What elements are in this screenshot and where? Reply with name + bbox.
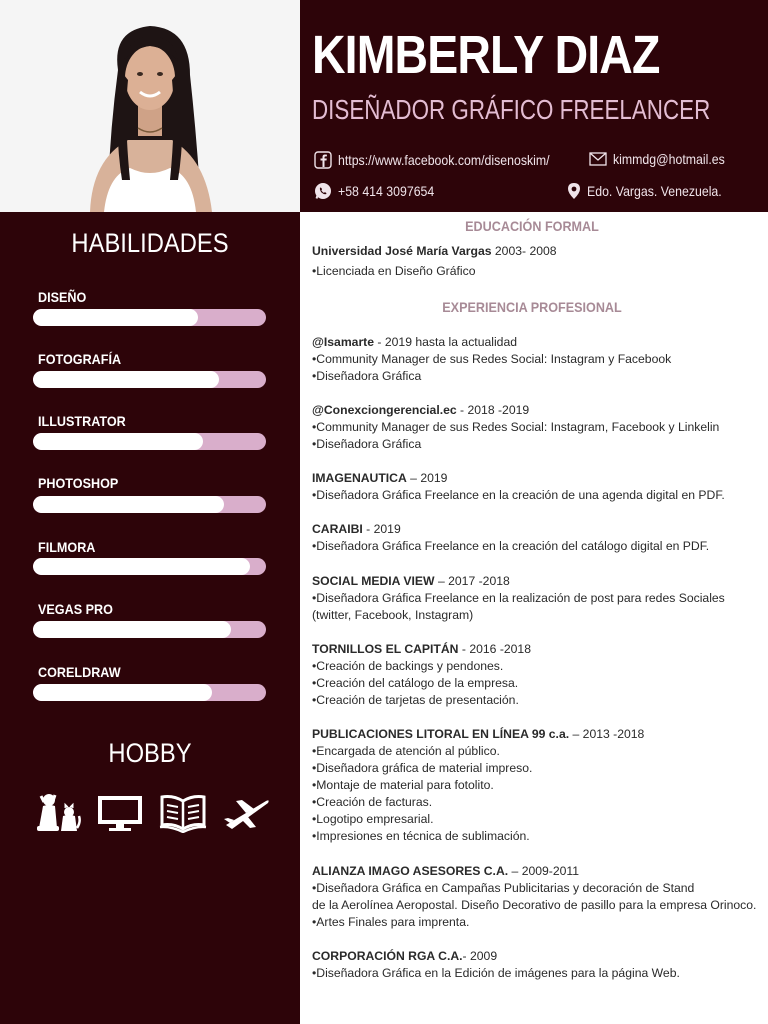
profile-photo — [0, 0, 300, 212]
education-heading: EDUCACIÓN FORMAL — [465, 218, 599, 234]
entry-org: Universidad José María Vargas — [312, 244, 492, 258]
skill-label: ILLUSTRATOR — [38, 413, 126, 429]
entry-org: @Isamarte — [312, 335, 375, 349]
entry-dates: - 2009 — [462, 949, 498, 963]
entry-org: IMAGENAUTICA — [312, 471, 407, 485]
entry-line: •Diseñadora Gráfica en la Edición de imágenes para la página Web. — [312, 966, 680, 980]
sidebar — [0, 212, 300, 1024]
entry-dates: - 2018 -2019 — [456, 403, 530, 417]
entry-line: •Diseñadora Gráfica en Campañas Publicitarias y decoración de Stand — [312, 881, 695, 895]
map-pin-icon — [567, 182, 581, 200]
phone-number: +58 414 3097654 — [338, 183, 435, 199]
skill-label: CORELDRAW — [38, 664, 121, 680]
experience-entry — [312, 948, 752, 982]
skill-bar — [33, 371, 266, 388]
entry-line: •Diseñadora Gráfica — [312, 437, 422, 451]
skill-fill — [33, 371, 219, 388]
airplane-icon — [222, 795, 270, 831]
education-entry — [312, 243, 752, 280]
entry-dates: – 2019 — [406, 471, 448, 485]
entry-dates: 2003- 2008 — [491, 244, 557, 258]
skill-bar — [33, 309, 266, 326]
entry-org: ALIANZA IMAGO ASESORES C.A. — [312, 864, 509, 878]
entry-line: •Diseñadora gráfica de material impreso. — [312, 761, 533, 775]
hobby-icons — [35, 788, 270, 838]
entry-line: •Diseñadora Gráfica — [312, 369, 422, 383]
skill-bar — [33, 684, 266, 701]
entry-line: •Diseñadora Gráfica Freelance en la creación del catálogo digital en PDF. — [312, 539, 710, 553]
entry-line: •Artes Finales para imprenta. — [312, 915, 470, 929]
pets-icon — [35, 792, 81, 834]
job-title: DISEÑADOR GRÁFICO FREELANCER — [312, 94, 711, 125]
skill-fill — [33, 496, 224, 513]
phone-contact[interactable] — [314, 182, 447, 200]
entry-dates: – 2017 -2018 — [434, 574, 510, 588]
entry-org: TORNILLOS EL CAPITÁN — [312, 642, 459, 656]
entry-line: •Creación de tarjetas de presentación. — [312, 693, 519, 707]
portrait-illustration — [0, 0, 300, 212]
experience-entry — [312, 573, 752, 624]
skill-fill — [33, 621, 231, 638]
skill-label: FOTOGRAFÍA — [38, 351, 122, 367]
entry-line: •Community Manager de sus Redes Social: Instagram y Facebook — [312, 352, 672, 366]
experience-entry — [312, 334, 752, 385]
entry-org: CORPORACIÓN RGA C.A. — [312, 949, 463, 963]
entry-line: •Community Manager de sus Redes Social: Instagram, Facebook y Linkelin — [312, 420, 720, 434]
skill-label: VEGAS PRO — [38, 601, 113, 617]
entry-line: •Encargada de atención al público. — [312, 744, 500, 758]
experience-entry — [312, 641, 752, 709]
skill-bar — [33, 496, 266, 513]
skill-fill — [33, 558, 250, 575]
location-text: Edo. Vargas. Venezuela. — [586, 183, 722, 199]
entry-line: (twitter, Facebook, Instagram) — [312, 608, 474, 622]
skills-heading: HABILIDADES — [71, 228, 229, 258]
skill-label: FILMORA — [38, 539, 96, 555]
entry-line: •Diseñadora Gráfica Freelance en la realización de post para redes Sociales — [312, 591, 725, 605]
entry-org: SOCIAL MEDIA VIEW — [312, 574, 435, 588]
experience-entry — [312, 470, 752, 504]
entry-line: •Impresiones en técnica de sublimación. — [312, 829, 530, 843]
entry-dates: – 2013 -2018 — [569, 727, 645, 741]
facebook-icon — [314, 151, 332, 169]
envelope-icon — [589, 152, 607, 166]
entry-line: •Creación de facturas. — [312, 795, 433, 809]
entry-line: •Creación de backings y pendones. — [312, 659, 504, 673]
entry-org: CARAIBI — [312, 522, 363, 536]
open-book-icon — [159, 793, 207, 833]
experience-heading: EXPERIENCIA PROFESIONAL — [442, 299, 622, 315]
skill-bar — [33, 558, 266, 575]
person-name: KIMBERLY DIAZ — [312, 25, 660, 85]
entry-line: •Diseñadora Gráfica Freelance en la creación de una agenda digital en PDF. — [312, 488, 725, 502]
facebook-url: https://www.facebook.com/disenoskim/ — [338, 152, 550, 168]
header-banner — [300, 0, 768, 212]
entry-dates: - 2019 — [362, 522, 401, 536]
skill-fill — [33, 309, 198, 326]
experience-entry — [312, 863, 757, 931]
entry-org: @Conexciongerencial.ec — [312, 403, 457, 417]
skill-fill — [33, 684, 212, 701]
skill-label: PHOTOSHOP — [38, 475, 119, 491]
entry-dates: - 2019 hasta la actualidad — [374, 335, 517, 349]
skill-fill — [33, 433, 203, 450]
entry-line: •Logotipo empresarial. — [312, 812, 434, 826]
skill-label: DISEÑO — [38, 289, 87, 305]
facebook-contact[interactable] — [314, 151, 578, 169]
email-contact[interactable] — [589, 151, 740, 167]
entry-dates: – 2009-2011 — [508, 864, 580, 878]
experience-entry — [312, 726, 752, 845]
hobby-heading: HOBBY — [108, 738, 192, 768]
email-address: kimmdg@hotmail.es — [612, 151, 725, 167]
entry-line: •Montaje de material para fotolito. — [312, 778, 494, 792]
entry-line: •Creación del catálogo de la empresa. — [312, 676, 519, 690]
whatsapp-icon — [314, 182, 332, 200]
computer-monitor-icon — [96, 794, 144, 832]
experience-entry — [312, 402, 752, 453]
location-contact — [567, 182, 740, 200]
skill-bar — [33, 433, 266, 450]
experience-entry — [312, 521, 752, 555]
entry-dates: - 2016 -2018 — [458, 642, 531, 656]
skill-bar — [33, 621, 266, 638]
entry-line: de la Aerolínea Aeropostal. Diseño Decorativo de pasillo para la empresa Orinoco. — [312, 898, 757, 912]
entry-line: •Licenciada en Diseño Gráfico — [312, 264, 476, 278]
entry-org: PUBLICACIONES LITORAL EN LÍNEA 99 c.a. — [312, 727, 570, 741]
